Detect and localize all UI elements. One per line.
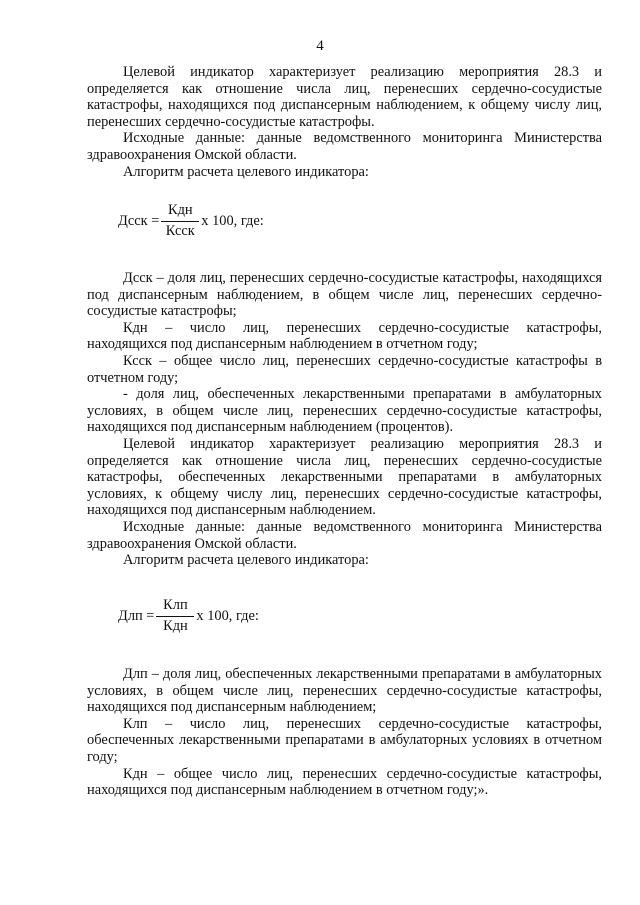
paragraph: Алгоритм расчета целевого индикатора:	[123, 552, 369, 569]
formula-numerator: Клп	[163, 597, 188, 613]
text-block-2	[87, 270, 602, 569]
fraction-bar	[161, 221, 199, 222]
formula-lhs: Длп =	[118, 607, 155, 624]
paragraph: Целевой индикатор характеризует реализацию мероприятия 28.3 и определяется как отношение числа лиц, перенесших сердечно-сосудистые катастрофы, находящихся под диспансерным наблюдением, к общему числу лиц, перенесших сердечно-сосудистые катастрофы.	[87, 64, 602, 130]
paragraph: Ксск – общее число лиц, перенесших сердечно-сосудистые катастрофы в отчетном году;	[87, 352, 602, 386]
paragraph: Длп – доля лиц, обеспеченных лекарственными препаратами в амбулаторных условиях, в общем числе лиц, перенесших сердечно-сосудистые катастрофы, находящихся под диспансерным наблюдением;	[87, 666, 602, 716]
paragraph: Целевой индикатор характеризует реализацию мероприятия 28.3 и определяется как отношение числа лиц, перенесших сердечно-сосудистые катастрофы, обеспеченных лекарственными препаратами в амбулаторных условиях, к общему числу лиц, перенесших сердечно-сосудистые катастрофы, находящихся под диспансерным наблюдением.	[87, 435, 602, 519]
formula-denominator: Ксск	[165, 223, 195, 239]
paragraph: Исходные данные: данные ведомственного мониторинга Министерства здравоохранения Омской области.	[87, 130, 602, 163]
formula-lhs: Дсск =	[118, 212, 160, 229]
paragraph: Дсск – доля лиц, перенесших сердечно-сосудистые катастрофы, находящихся под диспансерным наблюдением, в общем числе лиц, перенесших сердечно-сосудистые катастрофы;	[87, 270, 602, 320]
page-number: 4	[316, 38, 324, 54]
formula-numerator: Кдн	[167, 202, 193, 218]
formula-rhs: х 100, где:	[201, 212, 264, 229]
formula-rhs: х 100, где:	[196, 607, 259, 624]
text-block-1	[87, 64, 602, 180]
paragraph: Клп – число лиц, перенесших сердечно-сосудистые катастрофы, обеспеченных лекарственными препаратами в амбулаторных условиях в отчетном году;	[87, 715, 602, 765]
formula-denominator: Кдн	[163, 618, 188, 634]
formula-dlp	[118, 597, 259, 635]
paragraph: Кдн – число лиц, перенесших сердечно-сосудистые катастрофы, находящихся под диспансерным наблюдением в отчетном году;	[87, 319, 602, 353]
formula-fraction	[161, 202, 199, 240]
formula-fraction	[156, 597, 194, 635]
formula-dssk	[118, 202, 264, 240]
paragraph: Исходные данные: данные ведомственного мониторинга Министерства здравоохранения Омской области.	[87, 518, 602, 552]
text-block-3	[87, 666, 602, 799]
paragraph: Алгоритм расчета целевого индикатора:	[123, 163, 369, 180]
paragraph: - доля лиц, обеспеченных лекарственными препаратами в амбулаторных условиях, в общем числе лиц, перенесших сердечно-сосудистые катастрофы, находящихся под диспансерным наблюдением (процентов).	[87, 386, 602, 436]
fraction-bar	[156, 616, 194, 617]
paragraph: Кдн – общее число лиц, перенесших сердечно-сосудистые катастрофы, находящихся под диспансерным наблюдением в отчетном году;».	[87, 765, 602, 799]
